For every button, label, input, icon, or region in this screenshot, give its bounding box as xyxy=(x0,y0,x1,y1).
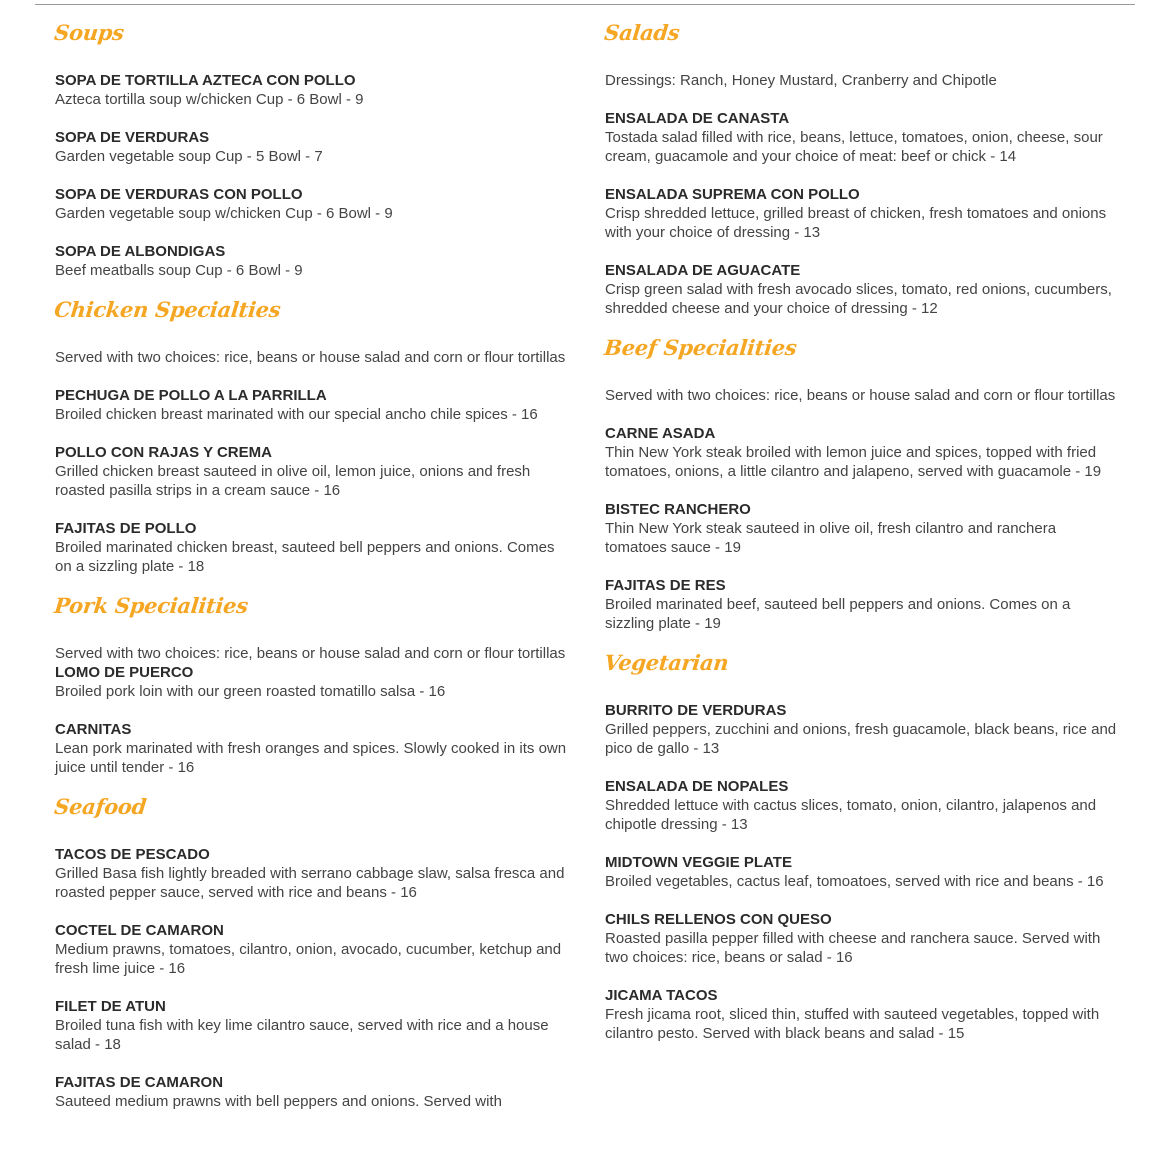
menu-item-name: SOPA DE VERDURAS xyxy=(55,129,210,146)
menu-item xyxy=(605,777,1120,834)
menu-item-description: Fresh jicama root, sliced thin, stuffed with sauteed vegetables, topped with cilantro pesto. Served with black beans and salad - 15 xyxy=(605,1006,1100,1042)
menu-item-description: Beef meatballs soup Cup - 6 Bowl - 9 xyxy=(55,262,303,279)
menu-item-description: Medium prawns, tomatoes, cilantro, onion, avocado, cucumber, ketchup and fresh lime juice - 16 xyxy=(55,941,562,977)
menu-item-name: SOPA DE TORTILLA AZTECA CON POLLO xyxy=(55,72,356,89)
menu-item xyxy=(605,424,1120,481)
section-note: Served with two choices: rice, beans or house salad and corn or flour tortillas xyxy=(55,349,566,366)
menu-item-description: Grilled peppers, zucchini and onions, fresh guacamole, black beans, rice and pico de gallo - 13 xyxy=(605,721,1117,757)
menu-item xyxy=(55,71,570,109)
menu-item-name: ENSALADA SUPREMA CON POLLO xyxy=(605,186,860,203)
menu-item-name: POLLO CON RAJAS Y CREMA xyxy=(55,444,272,461)
menu-item-name: FAJITAS DE CAMARON xyxy=(55,1074,224,1091)
menu-item-description: Grilled Basa fish lightly breaded with serrano cabbage slaw, salsa fresca and roasted pepper sauce, served with rice and beans - 16 xyxy=(55,865,565,901)
menu-item-description: Broiled marinated beef, sauteed bell peppers and onions. Comes on a sizzling plate - 19 xyxy=(605,596,1071,632)
menu-item xyxy=(55,720,570,777)
section-title-soups: Soups xyxy=(53,20,126,45)
menu-item-name: BURRITO DE VERDURAS xyxy=(605,702,787,719)
menu-item xyxy=(605,261,1120,318)
section-note: Dressings: Ranch, Honey Mustard, Cranberry and Chipotle xyxy=(605,72,997,89)
menu-item-description: Crisp shredded lettuce, grilled breast of chicken, fresh tomatoes and onions with your choice of dressing - 13 xyxy=(605,205,1107,241)
menu-item xyxy=(55,644,570,701)
menu-item-name: CHILS RELLENOS CON QUESO xyxy=(605,911,832,928)
menu-item-name: CARNE ASADA xyxy=(605,425,716,442)
section-title-chicken: Chicken Specialties xyxy=(53,297,282,322)
section-note: Served with two choices: rice, beans or house salad and corn or flour tortillas xyxy=(605,387,1116,404)
section-salads xyxy=(605,20,1120,318)
menu-item-description: Tostada salad filled with rice, beans, lettuce, tomatoes, onion, cheese, sour cream, guacamole and your choice of meat: beef or chick - 14 xyxy=(605,129,1103,165)
menu-item-description: Thin New York steak broiled with lemon juice and spices, topped with fried tomatoes, onions, a little cilantro and jalapeno, served with guacamole - 19 xyxy=(605,444,1102,480)
menu-item xyxy=(55,997,570,1054)
section-soups xyxy=(55,20,570,280)
menu-item-description: Broiled marinated chicken breast, sauteed bell peppers and onions. Comes on a sizzling plate - 18 xyxy=(55,539,555,575)
menu-item-name: JICAMA TACOS xyxy=(605,987,718,1004)
menu-item-name: MIDTOWN VEGGIE PLATE xyxy=(605,854,792,871)
menu-item-description: Sauteed medium prawns with bell peppers and onions. Served with xyxy=(55,1093,502,1110)
top-divider xyxy=(35,4,1135,5)
menu-item xyxy=(55,921,570,978)
menu-item-name: PECHUGA DE POLLO A LA PARRILLA xyxy=(55,387,327,404)
menu-item-name: COCTEL DE CAMARON xyxy=(55,922,224,939)
menu-item-name: ENSALADA DE CANASTA xyxy=(605,110,790,127)
section-title-pork: Pork Specialities xyxy=(53,593,250,618)
menu-item-description: Garden vegetable soup Cup - 5 Bowl - 7 xyxy=(55,148,323,165)
section-title-salads: Salads xyxy=(603,20,681,45)
menu-item-name: LOMO DE PUERCO xyxy=(55,664,194,681)
section-title-beef: Beef Specialities xyxy=(603,335,798,360)
menu-item xyxy=(55,519,570,576)
menu-item-name: SOPA DE ALBONDIGAS xyxy=(55,243,226,260)
menu-item-name: ENSALADA DE NOPALES xyxy=(605,778,789,795)
section-pork-specialities xyxy=(55,593,570,777)
section-title-seafood: Seafood xyxy=(53,794,148,819)
menu-item xyxy=(55,185,570,223)
menu-item xyxy=(55,443,570,500)
menu-item-name: BISTEC RANCHERO xyxy=(605,501,751,518)
menu-item xyxy=(55,242,570,280)
menu-column-right xyxy=(605,20,1120,1062)
menu-item xyxy=(55,386,570,424)
menu-item-name: ENSALADA DE AGUACATE xyxy=(605,262,801,279)
menu-item xyxy=(55,128,570,166)
menu-item-name: FILET DE ATUN xyxy=(55,998,166,1015)
menu-item xyxy=(605,910,1120,967)
menu-item xyxy=(605,986,1120,1043)
menu-item-description: Lean pork marinated with fresh oranges and spices. Slowly cooked in its own juice until tender - 16 xyxy=(55,740,567,776)
menu-item xyxy=(605,109,1120,166)
section-title-vegetarian: Vegetarian xyxy=(603,650,730,675)
menu-item xyxy=(605,853,1120,891)
menu-item xyxy=(605,701,1120,758)
menu-item-description: Broiled tuna fish with key lime cilantro sauce, served with rice and a house salad - 18 xyxy=(55,1017,549,1053)
menu-item-name: SOPA DE VERDURAS CON POLLO xyxy=(55,186,303,203)
menu-item-description: Broiled vegetables, cactus leaf, tomoatoes, served with rice and beans - 16 xyxy=(605,873,1104,890)
menu-item xyxy=(605,576,1120,633)
menu-item-description: Crisp green salad with fresh avocado slices, tomato, red onions, cucumbers, shredded cheese and your choice of dressing - 12 xyxy=(605,281,1112,317)
menu-item-description: Grilled chicken breast sauteed in olive oil, lemon juice, onions and fresh roasted pasilla strips in a cream sauce - 16 xyxy=(55,463,531,499)
menu-item-name: FAJITAS DE RES xyxy=(605,577,726,594)
menu-item-name: FAJITAS DE POLLO xyxy=(55,520,197,537)
menu-item-description: Roasted pasilla pepper filled with cheese and ranchera sauce. Served with two choices: rice, beans or salad - 16 xyxy=(605,930,1101,966)
menu-item-description: Broiled chicken breast marinated with our special ancho chile spices - 16 xyxy=(55,406,538,423)
menu-item xyxy=(55,845,570,902)
menu-item xyxy=(605,500,1120,557)
menu-item-description: Garden vegetable soup w/chicken Cup - 6 Bowl - 9 xyxy=(55,205,393,222)
menu-item xyxy=(605,185,1120,242)
menu-item-description: Azteca tortilla soup w/chicken Cup - 6 Bowl - 9 xyxy=(55,91,364,108)
section-chicken-specialties xyxy=(55,297,570,576)
menu-item xyxy=(55,1073,570,1111)
section-note: Served with two choices: rice, beans or house salad and corn or flour tortillas xyxy=(55,645,566,662)
menu-item-description: Broiled pork loin with our green roasted tomatillo salsa - 16 xyxy=(55,683,446,700)
menu-item-description: Thin New York steak sauteed in olive oil, fresh cilantro and ranchera tomatoes sauce - 19 xyxy=(605,520,1057,556)
section-beef-specialities xyxy=(605,335,1120,633)
menu-item-name: CARNITAS xyxy=(55,721,132,738)
section-seafood xyxy=(55,794,570,1111)
section-note-with-item xyxy=(55,644,570,682)
menu-item-name: TACOS DE PESCADO xyxy=(55,846,210,863)
menu-column-left xyxy=(55,20,570,1130)
menu-item-description: Shredded lettuce with cactus slices, tomato, onion, cilantro, jalapenos and chipotle dressing - 13 xyxy=(605,797,1097,833)
section-vegetarian xyxy=(605,650,1120,1043)
